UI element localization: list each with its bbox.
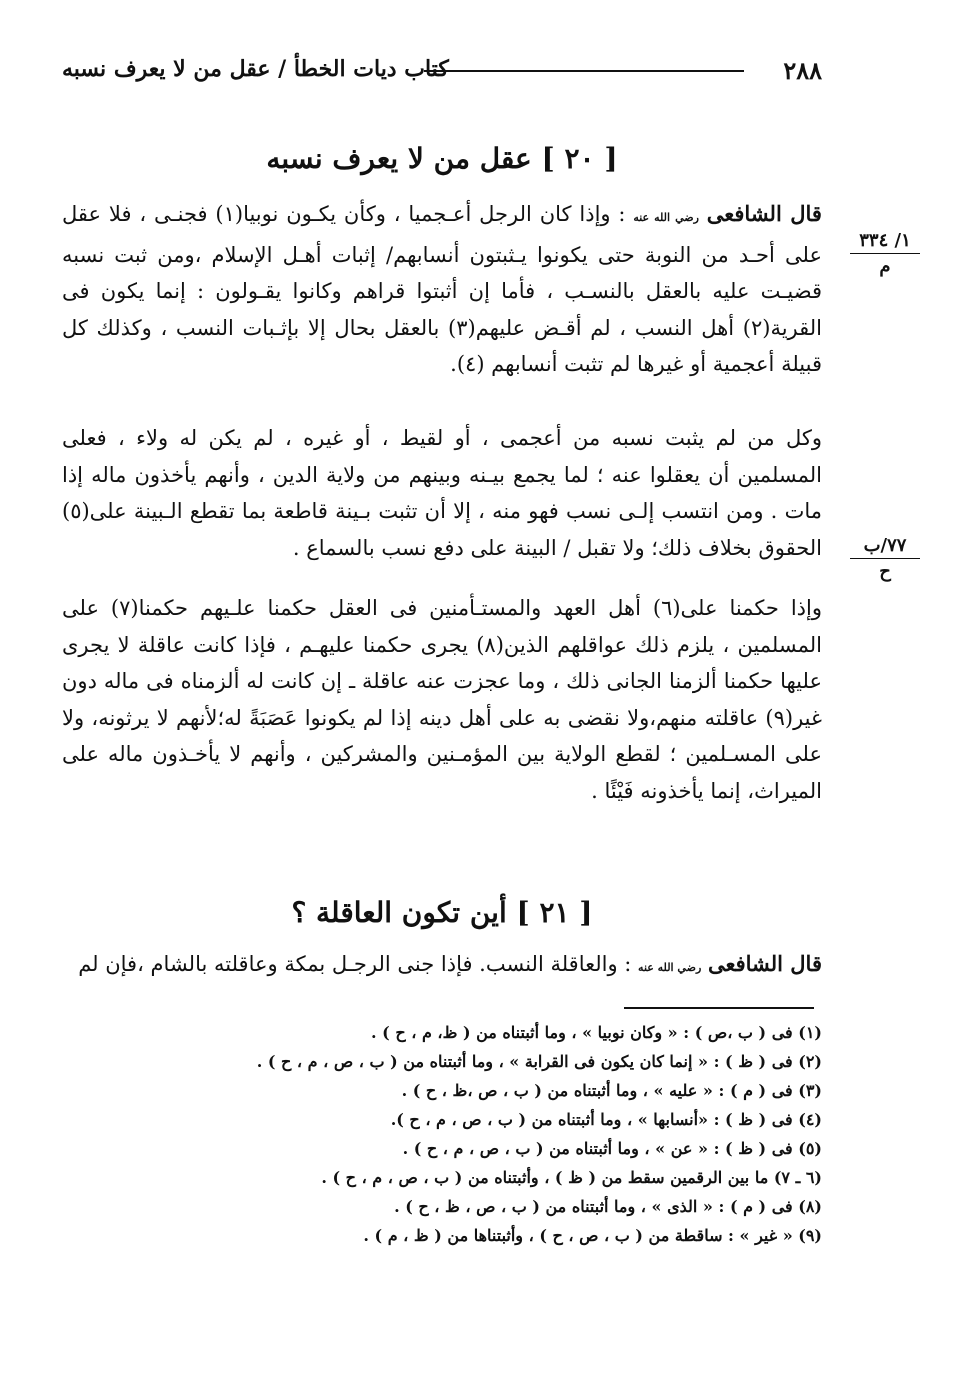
margin-note-1 [850, 230, 920, 277]
section-20-paragraph-3: وإذا حكمنا على(٦) أهل العهد والمستـأمنين فى العقل حكمنا علـيهم حكمنا(٧) على المسلمين ، يلزم ذلك عواقلهم الذين(٨) يجرى حكمنا عليهـم ، فإذا كانت عاقلة لا يجرى عليها حكمنا ألزمنا الجانى ذلك ، وما عجزت عنه عاقلة ـ إن كانت له ألزمناه فى ماله دون غير(٩) عاقلته منهم،ولا نقضى به على أهل دينه إذا لم يكونوا عَصَبَةً له؛لأنهم لا يرثونه، ولا على المسـلمين ؛ لقطع الولاية بين المؤمـنين والمشركين ، وأنهم لا يأخـذون ماله على الميراث، إنما يأخذونه فَيْئًا . [62, 596, 822, 803]
footnote: (١) فى ( ب ،ص ) : « وكان نوبيا » ، وما أثبتناه من ( ظ، م ، ح ) . [371, 1023, 822, 1042]
paragraph-text: : والعاقلة النسب. فإذا جنى الرجـل بمكة وعاقلته بالشام ،فإن لم [78, 952, 632, 976]
section-21-paragraph-1 [62, 946, 822, 987]
margin-note-top: ٧٧/ب [850, 535, 920, 559]
footnote: (٨) فى ( م ) : « الذى » ، وما أثبتناه من ( ب ، ص ، ظ ، ح ) . [394, 1197, 822, 1216]
footnote: (٥) فى ( ظ ) : « عن » ، وما أثبتناه من ( ب ، ص ، م ، ح ) . [402, 1139, 822, 1158]
header-rule [424, 70, 744, 72]
footnote: (٢) فى ( ظ ) : « إنما كان يكون فى القرابة » ، وما أثبتناه من ( ب ، ص ، م ، ح ) . [256, 1052, 822, 1071]
footnote: (٤) فى ( ظ ) : «أنسابها » ، وما أثبتناه من ( ب ، ص ، م ، ح ). [390, 1110, 822, 1129]
footnote: (٩) « غير » : ساقطة من ( ب ، ص ، ح ) ، وأثبتناها من ( ظ ، م ) . [363, 1226, 822, 1245]
running-title: كتاب ديات الخطأ / عقل من لا يعرف نسبه [62, 56, 449, 82]
speaker-label: قال الشافعى [706, 201, 822, 226]
section-20-paragraph-1 [62, 196, 822, 383]
footnote: (٦ ـ ٧) ما بين الرقمين سقط من ( ظ ) ، وأثبتناه من ( ب ، ص ، م ، ح ) . [321, 1168, 822, 1187]
speaker-label: قال الشافعى [707, 951, 822, 976]
margin-note-bottom: م [879, 256, 891, 277]
page-number: ٢٨٨ [783, 56, 822, 85]
margin-note-top: ١/ ٣٣٤ [850, 230, 920, 254]
running-header [62, 50, 822, 90]
section-20-paragraph-2: وكل من لم يثبت نسبه من أعجمى ، أو لقيط ، أو غيره ، لم يكن له ولاء ، فعلى المسلمين أن يعقلوا عنه ؛ لما يجمع بيـنه وبينهم من ولاية الدين ، وأنهم يأخذون ماله إذا مات . ومن انتسب إلـى نسب فهو منه ، إلا أن تثبت بـينة قاطعة بما تقطع الـبينة على(٥) الحقوق بخلاف ذلك؛ ولا تقبل / البينة على دفع نسب بالسماع . [62, 426, 822, 560]
margin-note-2 [850, 535, 920, 582]
footnotes [62, 1018, 822, 1250]
section-21-title: [ ٢١ ] أين تكون العاقلة ؟ [291, 896, 593, 929]
honorific-mark: رضي الله عنه [633, 211, 699, 224]
section-20-title: [ ٢٠ ] عقل من لا يعرف نسبه [266, 142, 618, 175]
footnote: (٣) فى ( م ) : « عليه » ، وما أثبتناه من ( ب ، ص ،ظ ، ح ) . [401, 1081, 822, 1100]
paragraph-text: : وإذا كان الرجل أعـجميا ، وكأن يكـون نوبيا(١) فجنـى ، فلا عقل على أحـد من النوبة حتى يكونوا يـثبتون أنسابهم/ إثبات أهـل الإسلام ،ومن ثبت نسبه قضيـت عليه بالعقل بالنسـب ، فأما إن أثبتوا قراهم وكانوا يقـولون : إنما يكون فى القرية(٢) أهل النسب ، لم أقـض عليهم(٣) بالعقل بحال إلا بإثـبات النسب ، وكذلك كل قبيلة أعجمية أو غيرها لم تثبت أنسابهم (٤). [62, 202, 822, 376]
footnote-rule [624, 1007, 814, 1009]
honorific-mark: رضي الله عنه [638, 961, 702, 974]
margin-note-bottom: ح [879, 561, 891, 582]
